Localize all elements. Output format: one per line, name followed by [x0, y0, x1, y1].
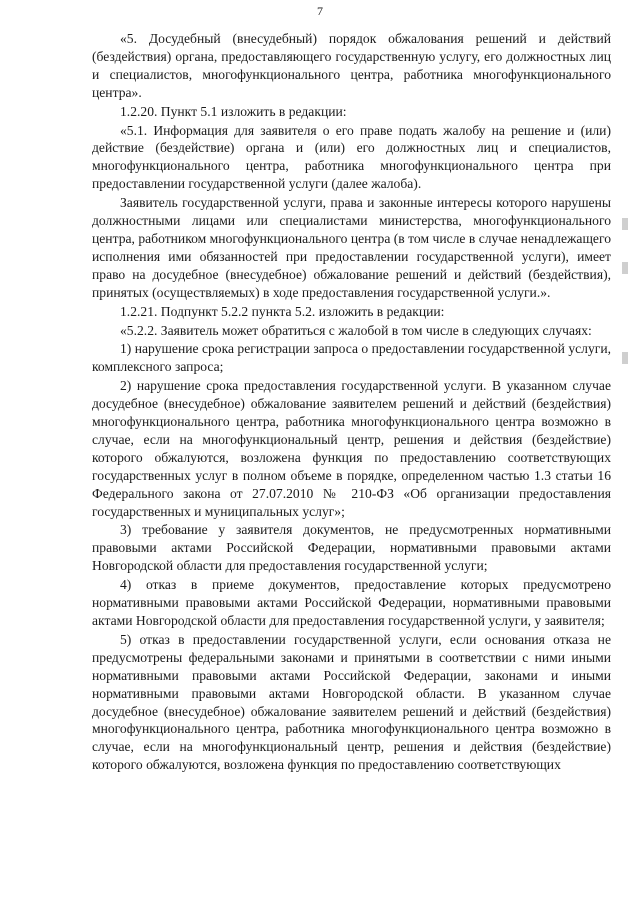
case-5-paragraph: 5) отказ в предоставлении государственной услуги, если основания отказа не предусмотрены федеральными законами и принятыми в соответствии с ними иными нормативными правовыми актами Российской Федерации, законами и иными нормативными правовыми актами Новгородской области. В указанном случае досудебное (внесудебное) обжалование заявителем решений и действий (бездействия) многофункционального центра, работника многофункционального центра возможно в случае, если на многофункциональный центр, решения и действия (бездействие) которого обжалуются, возложена функция по предоставлению соответствующих: [92, 631, 611, 773]
case-4-paragraph: 4) отказ в приеме документов, предоставление которых предусмотрено нормативными правовыми актами Российской Федерации, нормативными правовыми актами Новгородской области для предоставления государственной услуги, у заявителя;: [92, 577, 611, 628]
margin-scan-mark: [622, 218, 628, 230]
margin-scan-mark: [622, 262, 628, 274]
section-5-heading-paragraph: «5. Досудебный (внесудебный) порядок обжалования решений и действий (бездействия) органа, предоставляющего государственную услугу, его должностных лиц и специалистов, многофункционального центра, работника многофункционального центра».: [92, 31, 611, 100]
case-2-paragraph: 2) нарушение срока предоставления государственной услуги. В указанном случае досудебное (внесудебное) обжалование заявителем решений и действий (бездействия) многофункционального центра, работника многофункционального центра возможно в случае, если на многофункциональный центр, решения и действия (бездействие) которого обжалуются, возложена функция по предоставлению соответствующих государственных услуг в полном объеме в порядке, определенном частью 1.3 статьи 16 Федерального закона от 27.07.2010 № 210-ФЗ «Об организации предоставления государственных и муниципальных услуг»;: [92, 378, 611, 519]
clause-5-1-paragraph: «5.1. Информация для заявителя о его праве подать жалобу на решение и (или) действие (бездействие) органа и (или) его должностных лиц и специалистов, многофункционального центра, работника многофункционального центра при предоставлении государственной услуги (далее жалоба).: [92, 122, 611, 192]
clause-1-2-21-paragraph: 1.2.21. Подпункт 5.2.2 пункта 5.2. изложить в редакции:: [120, 303, 445, 319]
clause-1-2-20-paragraph: 1.2.20. Пункт 5.1 изложить в редакции:: [120, 103, 347, 119]
case-1-paragraph: 1) нарушение срока регистрации запроса о предоставлении государственной услуги, комплексного запроса;: [92, 341, 611, 375]
applicant-rights-paragraph: Заявитель государственной услуги, права и законные интересы которого нарушены должностными лицами или специалистами министерства, многофункционального центра, работником многофункционального центра (в том числе в случае ненадлежащего исполнения ими обязанностей при предоставлении государственной услуги), имеет право на досудебное (внесудебное) обжалование решений и действий (бездействия), принятых (осуществляемых) в ходе предоставления государственной услуги.».: [92, 195, 611, 300]
margin-scan-mark: [622, 352, 628, 364]
clause-5-2-2-paragraph: «5.2.2. Заявитель может обратиться с жалобой в том числе в следующих случаях:: [120, 322, 592, 338]
case-3-paragraph: 3) требование у заявителя документов, не предусмотренных нормативными правовыми актами Российской Федерации, нормативными правовыми актами Новгородской области для предоставления государственной услуги;: [92, 522, 611, 574]
document-body: [92, 30, 611, 774]
page-number: 7: [317, 4, 323, 18]
